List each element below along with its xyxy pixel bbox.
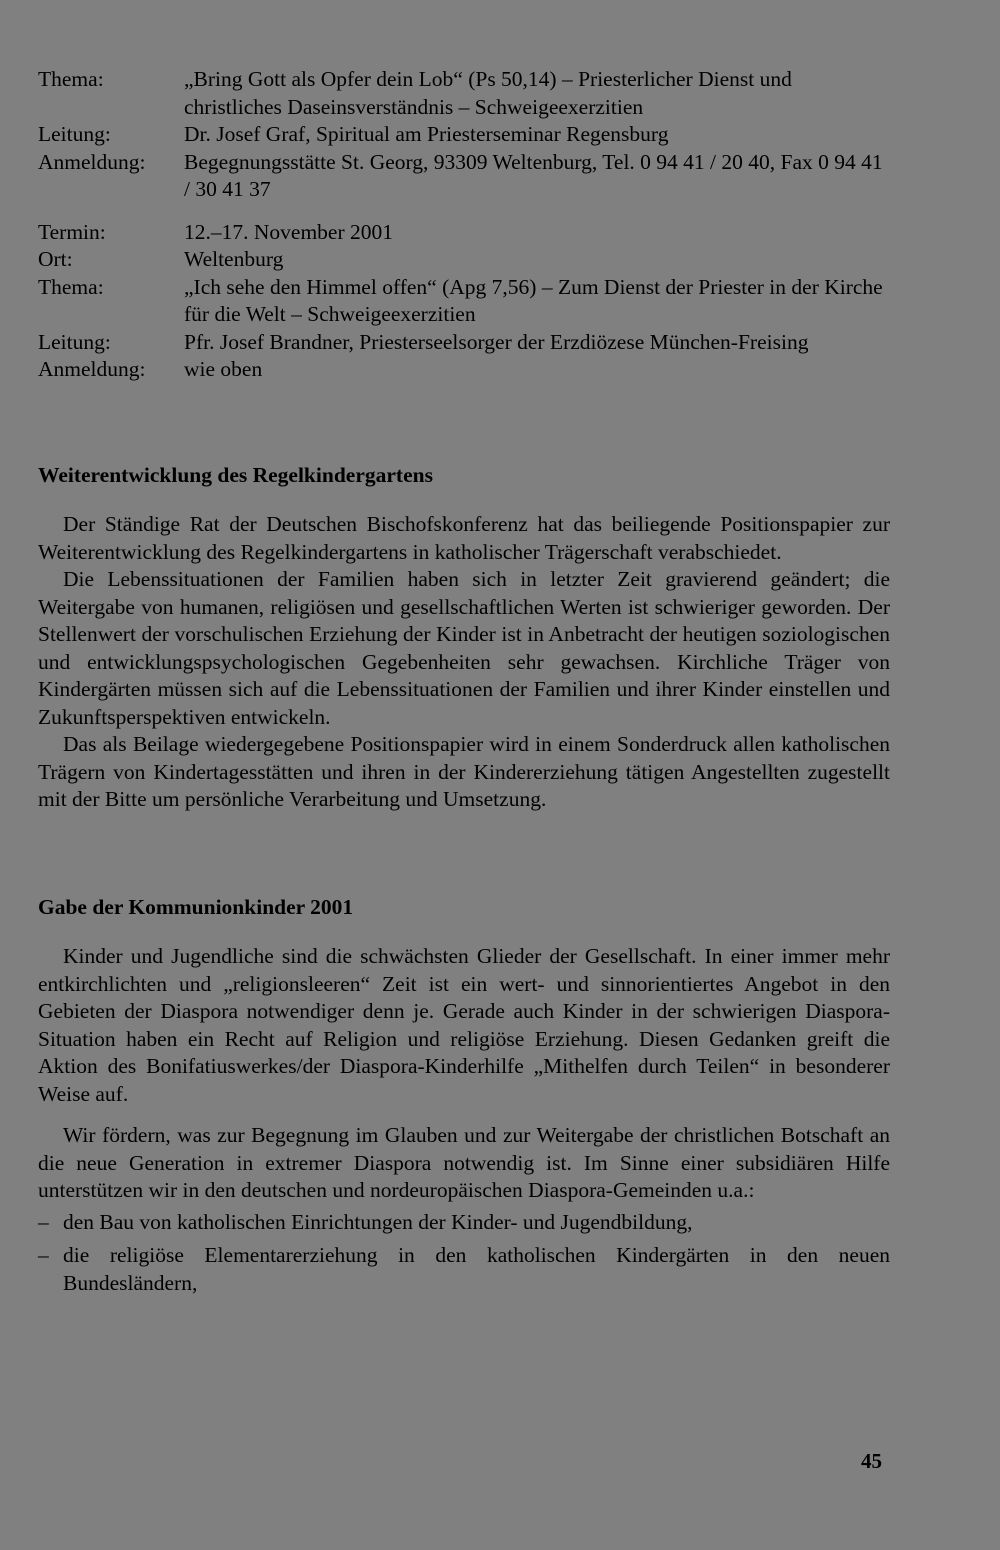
- list-item: – die religiöse Elementarerziehung in den katholischen Kindergärten in den neuen Bundesländern,: [38, 1242, 890, 1297]
- thema-label: Thema:: [38, 274, 104, 299]
- event-info-block-2: [38, 219, 890, 384]
- anmeldung-value: wie oben: [184, 357, 263, 381]
- section-body-regelkindergarten: [38, 511, 890, 814]
- document-page: [38, 66, 890, 1297]
- section-heading-regelkindergarten: Weiterentwicklung des Regelkindergartens: [38, 462, 433, 487]
- thema-label: Thema:: [38, 67, 104, 91]
- thema-value: „Ich sehe den Himmel offen“ (Apg 7,56) – Zum Dienst der Priester in der Kirche für die Welt – Schweigeexerzitien: [184, 274, 883, 326]
- section-body-kommunionkinder: [38, 943, 890, 1297]
- page-number: 45: [861, 1449, 882, 1473]
- termin-label: Termin:: [38, 219, 106, 244]
- leitung-label: Leitung:: [38, 122, 111, 146]
- paragraph: Wir fördern, was zur Begegnung im Glauben und zur Weitergabe der christlichen Botschaft an die neue Generation in extremer Diaspora notwendig ist. Im Sinne einer subsidiären Hilfe unterstützen wir in den deutschen und nordeuropäischen Diaspora-Gemeinden u.a.:: [38, 1123, 890, 1202]
- paragraph: Das als Beilage wiedergegebene Positionspapier wird in einem Sonderdruck allen katholischen Trägern von Kindertagesstätten und ihren in der Kindererziehung tätigen Angestellten zugestellt mit der Bitte um persönliche Verarbeitung und Umsetzung.: [38, 732, 890, 811]
- anmeldung-value: Begegnungsstätte St. Georg, 93309 Weltenburg, Tel. 0 94 41 / 20 40, Fax 0 94 41 / 30 41 37: [184, 149, 883, 201]
- event-info-block-1: [38, 66, 890, 204]
- section-heading-kommunionkinder: Gabe der Kommunionkinder 2001: [38, 894, 354, 919]
- leitung-value: Pfr. Josef Brandner, Priesterseelsorger der Erzdiözese München-Freising: [184, 329, 809, 354]
- ort-value: Weltenburg: [184, 247, 284, 271]
- paragraph: Die Lebenssituationen der Familien haben sich in letzter Zeit gravierend geändert; die Weitergabe von humanen, religiösen und gesellschaftlichen Werten ist schwieriger geworden. Der Stellenwert der vorschulischen Erziehung der Kinder ist in Anbetracht der heutigen soziologischen und entwicklungspsychologischen Gegebenheiten sehr gewachsen. Kirchliche Träger von Kindergärten müssen sich auf die Lebenssituationen der Familien und ihrer Kinder einstellen und Zukunftsperspektiven entwickeln.: [38, 567, 890, 729]
- anmeldung-label: Anmeldung:: [38, 149, 146, 174]
- anmeldung-label: Anmeldung:: [38, 357, 146, 381]
- leitung-label: Leitung:: [38, 329, 111, 354]
- termin-value: 12.–17. November 2001: [184, 219, 393, 244]
- ort-label: Ort:: [38, 247, 73, 271]
- list-item: – den Bau von katholischen Einrichtungen der Kinder- und Jugendbildung,: [38, 1209, 890, 1237]
- thema-value: „Bring Gott als Opfer dein Lob“ (Ps 50,14) – Priesterlicher Dienst und christliches Daseinsverständnis – Schweigeexerzitien: [184, 67, 792, 119]
- leitung-value: Dr. Josef Graf, Spiritual am Priesterseminar Regensburg: [184, 122, 669, 146]
- support-list: [38, 1209, 890, 1298]
- paragraph: Der Ständige Rat der Deutschen Bischofskonferenz hat das beiliegende Positionspapier zur Weiterentwicklung des Regelkindergartens in katholischer Trägerschaft verabschiedet.: [38, 512, 890, 564]
- paragraph: Kinder und Jugendliche sind die schwächsten Glieder der Gesellschaft. In einer immer mehr entkirchlichten und „religionsleeren“ Zeit ist ein wert- und sinnorientiertes Angebot in den Gebieten der Diaspora notwendiger denn je. Gerade auch Kinder in der schwierigen Diaspora-Situation haben ein Recht auf Religion und religiöse Erziehung. Diesen Gedanken greift die Aktion des Bonifatiuswerkes/der Diaspora-Kinderhilfe „Mithelfen durch Teilen“ in besonderer Weise auf.: [38, 944, 890, 1106]
